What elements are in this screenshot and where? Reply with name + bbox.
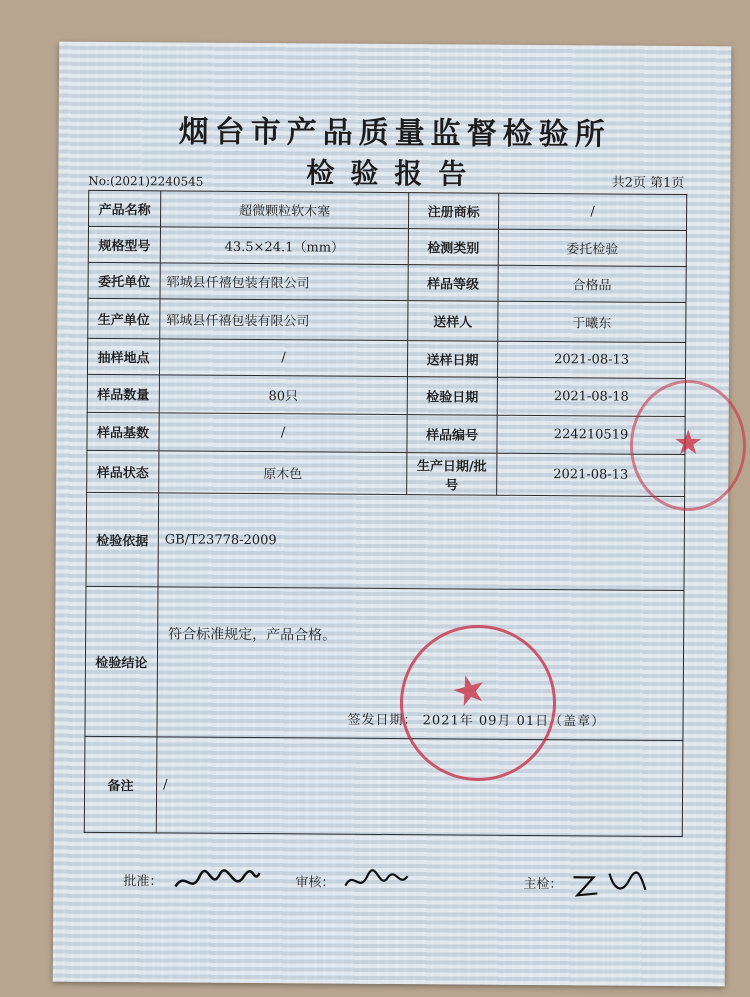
spec-value: 43.5×24.1（mm）	[160, 227, 408, 265]
partial-seal-star-icon: ★	[673, 423, 704, 463]
sample-state-value: 原木色	[159, 451, 407, 495]
production-date-label: 生产日期/批号	[407, 453, 497, 496]
remarks-label: 备注	[84, 736, 157, 833]
client-label: 委托单位	[88, 262, 160, 299]
inspector-label: 主检：	[523, 876, 563, 893]
sender-value: 于曦东	[498, 301, 686, 342]
product-name-value: 超微颗粒软木塞	[160, 191, 408, 229]
sample-no-label: 样品编号	[407, 415, 497, 454]
product-name-label: 产品名称	[89, 190, 161, 227]
report-number: No:(2021)2240545	[88, 173, 204, 189]
producer-value: 郓城县仟禧包装有限公司	[160, 299, 408, 341]
client-value: 郓城县仟禧包装有限公司	[160, 263, 408, 301]
partial-seal	[630, 380, 746, 511]
sample-grade-label: 样品等级	[408, 265, 498, 302]
reviewer-signature	[341, 866, 411, 898]
inspector-signature	[569, 867, 649, 900]
send-date-value: 2021-08-13	[497, 341, 685, 378]
trademark-label: 注册商标	[408, 193, 498, 230]
sample-base-value: /	[159, 413, 407, 453]
producer-label: 生产单位	[88, 298, 160, 339]
send-date-label: 送样日期	[407, 341, 497, 378]
report-title: 检验报告	[306, 156, 483, 191]
sender-label: 送样人	[408, 301, 498, 342]
test-type-value: 委托检验	[498, 229, 686, 266]
test-type-label: 检测类别	[408, 229, 498, 266]
sample-no-value: 224210519	[497, 415, 685, 454]
conclusion-label: 检验结论	[85, 586, 158, 736]
sampling-place-label: 抽样地点	[87, 338, 159, 375]
sample-base-label: 样品基数	[87, 412, 159, 451]
test-basis-label: 检验依据	[86, 492, 159, 587]
sample-qty-label: 样品数量	[87, 374, 159, 413]
sample-grade-value: 合格品	[498, 265, 686, 302]
remarks-value: /	[156, 737, 683, 837]
reviewer-label: 审核：	[295, 875, 335, 891]
trademark-value: /	[498, 193, 686, 230]
report-table	[84, 190, 687, 837]
spec-label: 规格型号	[88, 226, 160, 263]
page-count: 共2页 第1页	[611, 175, 685, 192]
conclusion-value: 符合标准规定，产品合格。	[168, 626, 337, 644]
test-date-label: 检验日期	[407, 377, 497, 416]
issue-date: 签发日期： 2021年 09月 01日（盖章）	[347, 712, 606, 730]
seal-star-icon: ★	[446, 663, 493, 718]
test-date-value: 2021-08-18	[497, 377, 685, 416]
sample-state-label: 样品状态	[87, 450, 159, 493]
test-basis-value: GB/T23778-2009	[158, 493, 685, 591]
sampling-place-value: /	[159, 339, 407, 377]
report-paper	[53, 42, 732, 987]
approver-label: 批准：	[123, 874, 163, 890]
sample-qty-value: 80只	[159, 375, 407, 415]
production-date-value: 2021-08-13	[497, 453, 685, 496]
signature-row	[123, 864, 683, 908]
approver-signature	[171, 864, 261, 897]
institute-title: 烟台市产品质量监督检验所	[178, 114, 611, 153]
